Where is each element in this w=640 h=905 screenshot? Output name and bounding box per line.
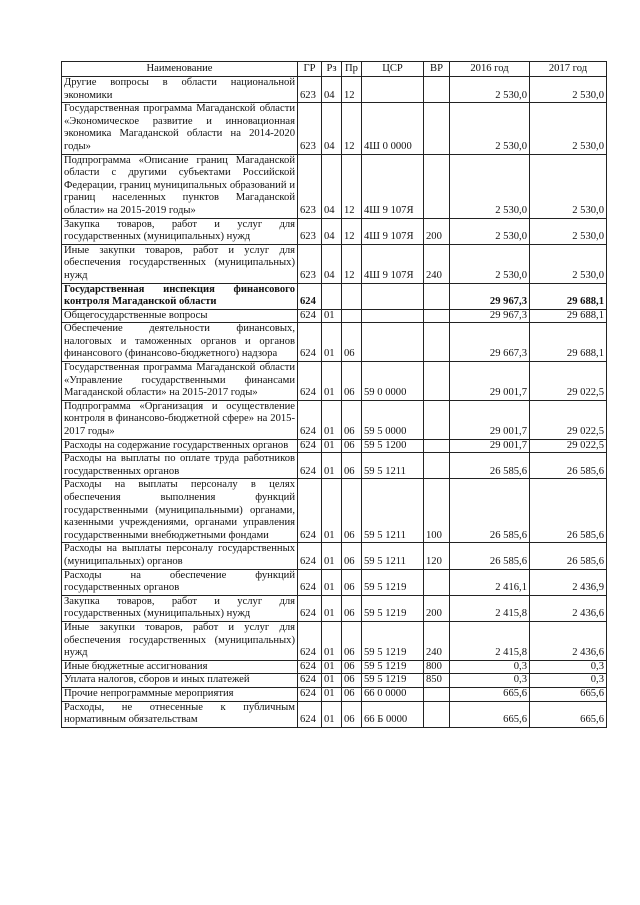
row-rz: 04 — [322, 103, 342, 154]
row-rz — [322, 283, 342, 309]
header-vr: ВР — [424, 62, 450, 77]
row-vr: 240 — [424, 621, 450, 660]
row-name: Закупка товаров, работ и услуг для государственных (муниципальных) нужд — [62, 218, 298, 244]
row-csr: 59 5 1219 — [362, 660, 424, 674]
row-csr: 59 5 1219 — [362, 569, 424, 595]
row-vr — [424, 687, 450, 701]
table-row — [62, 543, 607, 569]
row-csr: 59 5 1211 — [362, 453, 424, 479]
row-csr: 66 0 0000 — [362, 687, 424, 701]
row-csr: 59 5 1200 — [362, 439, 424, 453]
row-pr: 06 — [342, 453, 362, 479]
row-vr — [424, 701, 450, 727]
table-row — [62, 309, 607, 323]
table-body — [62, 77, 607, 728]
row-pr: 06 — [342, 439, 362, 453]
row-csr: 59 5 1219 — [362, 674, 424, 688]
row-pr: 12 — [342, 103, 362, 154]
row-pr: 06 — [342, 569, 362, 595]
row-gr: 624 — [298, 687, 322, 701]
row-name: Подпрограмма «Описание границ Магаданской области с другими субъектами Российской Федерации, границ муниципальных образований и границ населенных пунктов Магаданской области» на 2015-2019 годы» — [62, 154, 298, 218]
row-vr: 100 — [424, 479, 450, 543]
table-row — [62, 660, 607, 674]
row-gr: 623 — [298, 154, 322, 218]
table-row — [62, 283, 607, 309]
row-vr: 200 — [424, 595, 450, 621]
row-csr: 59 5 1211 — [362, 543, 424, 569]
row-value-2017: 29 688,1 — [530, 323, 607, 362]
row-rz: 04 — [322, 244, 342, 283]
row-pr: 12 — [342, 244, 362, 283]
row-value-2016: 26 585,6 — [450, 479, 530, 543]
table-row — [62, 103, 607, 154]
row-vr — [424, 569, 450, 595]
row-value-2017: 2 436,6 — [530, 595, 607, 621]
table-row — [62, 323, 607, 362]
row-csr: 4Ш 9 107Я — [362, 154, 424, 218]
row-value-2017: 2 530,0 — [530, 77, 607, 103]
row-value-2017: 26 585,6 — [530, 479, 607, 543]
row-name: Обеспечение деятельности финансовых, налоговых и таможенных органов и органов финансового (финансово-бюджетного) надзора — [62, 323, 298, 362]
row-gr: 623 — [298, 218, 322, 244]
row-gr: 624 — [298, 323, 322, 362]
row-value-2016: 29 967,3 — [450, 283, 530, 309]
row-value-2016: 665,6 — [450, 687, 530, 701]
row-csr: 59 0 0000 — [362, 362, 424, 401]
table-header-row — [62, 62, 607, 77]
row-csr — [362, 283, 424, 309]
row-gr: 624 — [298, 660, 322, 674]
row-value-2017: 665,6 — [530, 687, 607, 701]
row-rz: 04 — [322, 77, 342, 103]
header-2017: 2017 год — [530, 62, 607, 77]
row-gr: 624 — [298, 453, 322, 479]
row-gr: 624 — [298, 569, 322, 595]
row-value-2016: 2 415,8 — [450, 621, 530, 660]
row-csr: 4Ш 9 107Я — [362, 218, 424, 244]
row-name: Закупка товаров, работ и услуг для государственных (муниципальных) нужд — [62, 595, 298, 621]
header-pr: Пр — [342, 62, 362, 77]
row-gr: 624 — [298, 543, 322, 569]
row-pr: 06 — [342, 660, 362, 674]
row-gr: 623 — [298, 244, 322, 283]
row-value-2017: 0,3 — [530, 674, 607, 688]
row-rz: 01 — [322, 595, 342, 621]
row-pr: 06 — [342, 701, 362, 727]
row-rz: 01 — [322, 660, 342, 674]
row-vr — [424, 400, 450, 439]
row-pr: 06 — [342, 479, 362, 543]
row-name: Подпрограмма «Организация и осуществление контроля в финансово-бюджетной сфере» на 2015-2017 годы» — [62, 400, 298, 439]
row-value-2016: 29 001,7 — [450, 362, 530, 401]
row-gr: 624 — [298, 479, 322, 543]
row-name: Другие вопросы в области национальной экономики — [62, 77, 298, 103]
row-value-2016: 26 585,6 — [450, 453, 530, 479]
row-rz: 04 — [322, 154, 342, 218]
row-gr: 624 — [298, 400, 322, 439]
row-name: Государственная программа Магаданской области «Экономическое развитие и инновационная экономика Магаданской области на 2014-2020 годы» — [62, 103, 298, 154]
row-value-2016: 0,3 — [450, 674, 530, 688]
row-csr: 4Ш 9 107Я — [362, 244, 424, 283]
row-value-2017: 26 585,6 — [530, 543, 607, 569]
row-value-2016: 2 530,0 — [450, 103, 530, 154]
document-page — [61, 61, 607, 728]
table-row — [62, 621, 607, 660]
row-value-2016: 2 530,0 — [450, 77, 530, 103]
row-name: Иные закупки товаров, работ и услуг для обеспечения государственных (муниципальных) нужд — [62, 244, 298, 283]
row-rz: 01 — [322, 621, 342, 660]
row-vr: 200 — [424, 218, 450, 244]
row-csr: 59 5 0000 — [362, 400, 424, 439]
row-name: Прочие непрограммные мероприятия — [62, 687, 298, 701]
row-pr — [342, 309, 362, 323]
table-row — [62, 439, 607, 453]
row-name: Уплата налогов, сборов и иных платежей — [62, 674, 298, 688]
row-rz: 01 — [322, 543, 342, 569]
row-rz: 01 — [322, 439, 342, 453]
row-value-2017: 29 022,5 — [530, 362, 607, 401]
row-pr: 06 — [342, 621, 362, 660]
row-vr — [424, 77, 450, 103]
row-vr — [424, 154, 450, 218]
row-gr: 624 — [298, 309, 322, 323]
row-gr: 623 — [298, 103, 322, 154]
row-vr: 850 — [424, 674, 450, 688]
row-csr: 59 5 1219 — [362, 621, 424, 660]
table-row — [62, 244, 607, 283]
row-pr: 12 — [342, 218, 362, 244]
row-vr: 240 — [424, 244, 450, 283]
header-name: Наименование — [62, 62, 298, 77]
header-gr: ГР — [298, 62, 322, 77]
table-row — [62, 674, 607, 688]
row-pr: 06 — [342, 674, 362, 688]
row-pr: 06 — [342, 362, 362, 401]
row-gr: 624 — [298, 362, 322, 401]
row-value-2017: 2 436,9 — [530, 569, 607, 595]
row-rz: 01 — [322, 674, 342, 688]
row-gr: 623 — [298, 77, 322, 103]
table-row — [62, 218, 607, 244]
row-value-2017: 26 585,6 — [530, 453, 607, 479]
row-pr: 06 — [342, 323, 362, 362]
row-name: Общегосударственные вопросы — [62, 309, 298, 323]
row-rz: 01 — [322, 479, 342, 543]
row-vr — [424, 453, 450, 479]
row-value-2017: 29 688,1 — [530, 309, 607, 323]
row-rz: 01 — [322, 400, 342, 439]
row-name: Расходы на содержание государственных органов — [62, 439, 298, 453]
row-rz: 01 — [322, 453, 342, 479]
row-value-2017: 29 688,1 — [530, 283, 607, 309]
row-rz: 01 — [322, 701, 342, 727]
row-rz: 01 — [322, 309, 342, 323]
table-row — [62, 595, 607, 621]
row-gr: 624 — [298, 621, 322, 660]
row-gr: 624 — [298, 439, 322, 453]
table-row — [62, 77, 607, 103]
row-value-2017: 2 530,0 — [530, 218, 607, 244]
row-pr: 12 — [342, 77, 362, 103]
row-csr: 4Ш 0 0000 — [362, 103, 424, 154]
table-row — [62, 687, 607, 701]
row-pr: 06 — [342, 687, 362, 701]
row-value-2016: 2 416,1 — [450, 569, 530, 595]
row-name: Государственная инспекция финансового контроля Магаданской области — [62, 283, 298, 309]
header-2016: 2016 год — [450, 62, 530, 77]
row-pr: 06 — [342, 400, 362, 439]
row-value-2016: 665,6 — [450, 701, 530, 727]
row-vr — [424, 323, 450, 362]
row-value-2017: 2 436,6 — [530, 621, 607, 660]
row-gr: 624 — [298, 701, 322, 727]
table-row — [62, 701, 607, 727]
table-row — [62, 400, 607, 439]
row-rz: 04 — [322, 218, 342, 244]
table-row — [62, 569, 607, 595]
row-value-2016: 29 001,7 — [450, 400, 530, 439]
row-name: Иные бюджетные ассигнования — [62, 660, 298, 674]
row-rz: 01 — [322, 323, 342, 362]
row-vr: 120 — [424, 543, 450, 569]
row-csr: 66 Б 0000 — [362, 701, 424, 727]
row-value-2016: 2 415,8 — [450, 595, 530, 621]
row-value-2016: 29 967,3 — [450, 309, 530, 323]
row-value-2016: 0,3 — [450, 660, 530, 674]
row-value-2016: 29 667,3 — [450, 323, 530, 362]
row-gr: 624 — [298, 674, 322, 688]
row-csr — [362, 323, 424, 362]
row-value-2017: 665,6 — [530, 701, 607, 727]
row-name: Государственная программа Магаданской области «Управление государственными финансами Магаданской области» на 2015-2017 годы» — [62, 362, 298, 401]
row-name: Расходы на выплаты по оплате труда работников государственных органов — [62, 453, 298, 479]
row-vr — [424, 309, 450, 323]
row-value-2016: 2 530,0 — [450, 244, 530, 283]
row-value-2017: 0,3 — [530, 660, 607, 674]
row-name: Расходы на выплаты персоналу государственных (муниципальных) органов — [62, 543, 298, 569]
row-vr — [424, 439, 450, 453]
row-value-2016: 2 530,0 — [450, 218, 530, 244]
row-name: Расходы, не отнесенные к публичным нормативным обязательствам — [62, 701, 298, 727]
row-value-2017: 2 530,0 — [530, 154, 607, 218]
row-rz: 01 — [322, 362, 342, 401]
row-rz: 01 — [322, 687, 342, 701]
table-row — [62, 453, 607, 479]
row-value-2017: 2 530,0 — [530, 244, 607, 283]
budget-table — [61, 61, 607, 728]
row-csr: 59 5 1219 — [362, 595, 424, 621]
row-csr — [362, 309, 424, 323]
row-rz: 01 — [322, 569, 342, 595]
table-row — [62, 479, 607, 543]
row-value-2016: 26 585,6 — [450, 543, 530, 569]
row-gr: 624 — [298, 283, 322, 309]
row-csr — [362, 77, 424, 103]
row-pr: 06 — [342, 543, 362, 569]
header-rz: Рз — [322, 62, 342, 77]
row-value-2016: 29 001,7 — [450, 439, 530, 453]
row-vr — [424, 283, 450, 309]
row-pr: 06 — [342, 595, 362, 621]
row-pr: 12 — [342, 154, 362, 218]
row-vr: 800 — [424, 660, 450, 674]
header-csr: ЦСР — [362, 62, 424, 77]
row-pr — [342, 283, 362, 309]
row-vr — [424, 103, 450, 154]
row-name: Расходы на обеспечение функций государственных органов — [62, 569, 298, 595]
row-value-2017: 2 530,0 — [530, 103, 607, 154]
row-value-2016: 2 530,0 — [450, 154, 530, 218]
row-vr — [424, 362, 450, 401]
row-csr: 59 5 1211 — [362, 479, 424, 543]
row-gr: 624 — [298, 595, 322, 621]
table-row — [62, 362, 607, 401]
row-value-2017: 29 022,5 — [530, 400, 607, 439]
row-value-2017: 29 022,5 — [530, 439, 607, 453]
table-row — [62, 154, 607, 218]
row-name: Иные закупки товаров, работ и услуг для обеспечения государственных (муниципальных) нужд — [62, 621, 298, 660]
row-name: Расходы на выплаты персоналу в целях обеспечения выполнения функций государственными (муниципальными) органами, казенными учреждениями, органами управления государственными внебюджетными фондами — [62, 479, 298, 543]
